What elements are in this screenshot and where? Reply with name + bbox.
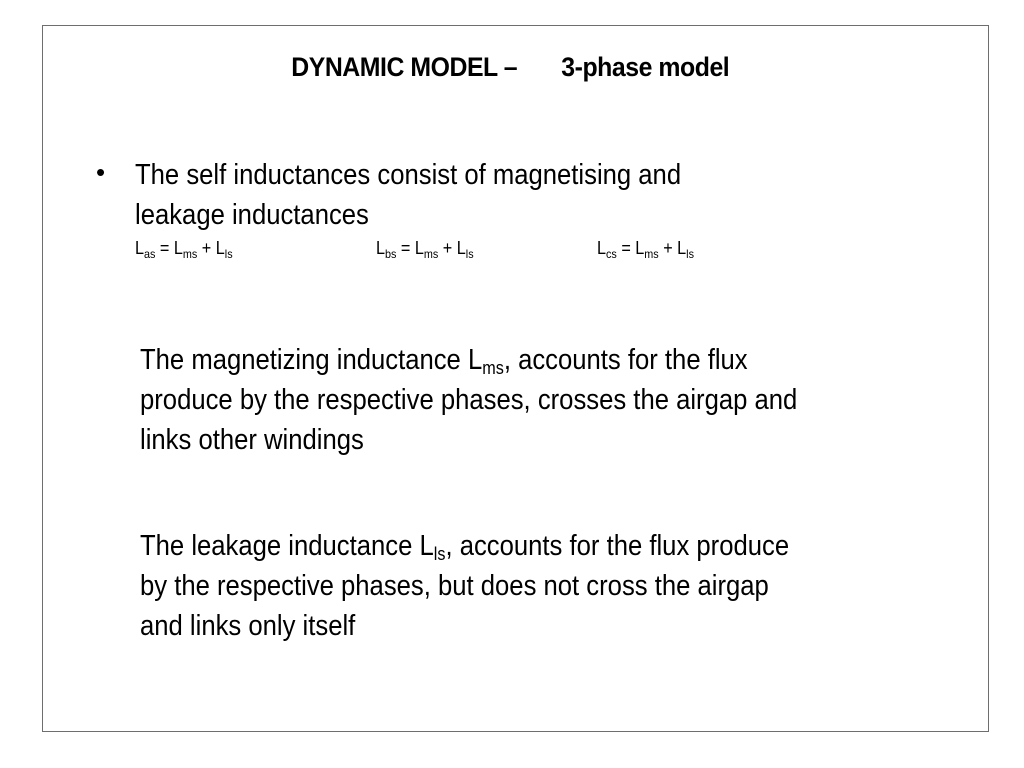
title-part-2: 3-phase model: [561, 52, 730, 82]
bullet-paragraph: [135, 155, 742, 235]
title-part-1: DYNAMIC MODEL –: [291, 52, 518, 82]
leakage-line-3: and links only itself: [140, 610, 356, 642]
leakage-line-2: by the respective phases, but does not cross the airgap: [140, 570, 769, 602]
slide-title: [39, 52, 981, 83]
magnetizing-line-1: The magnetizing inductance $L_{ms}$, accounts for the flux: [140, 344, 748, 378]
magnetizing-line-2: produce by the respective phases, crosses the airgap and: [140, 384, 798, 416]
bullet-line-1: The self inductances consist of magnetising and: [135, 159, 682, 191]
magnetizing-line-3: links other windings: [140, 424, 364, 456]
equation-las: $L_{as} = L_{ms} + L_{ls}$: [135, 238, 233, 261]
magnetizing-paragraph: [140, 340, 870, 460]
leakage-paragraph: [140, 526, 861, 646]
equation-lcs: $L_{cs} = L_{ms} + L_{ls}$: [597, 238, 694, 261]
bullet-icon: •: [96, 157, 106, 187]
equation-lbs: $L_{bs} = L_{ms} + L_{ls}$: [376, 238, 474, 261]
leakage-line-1: The leakage inductance $L_{ls}$, accounts for the flux produce: [140, 530, 790, 564]
bullet-line-2: leakage inductances: [135, 199, 369, 231]
